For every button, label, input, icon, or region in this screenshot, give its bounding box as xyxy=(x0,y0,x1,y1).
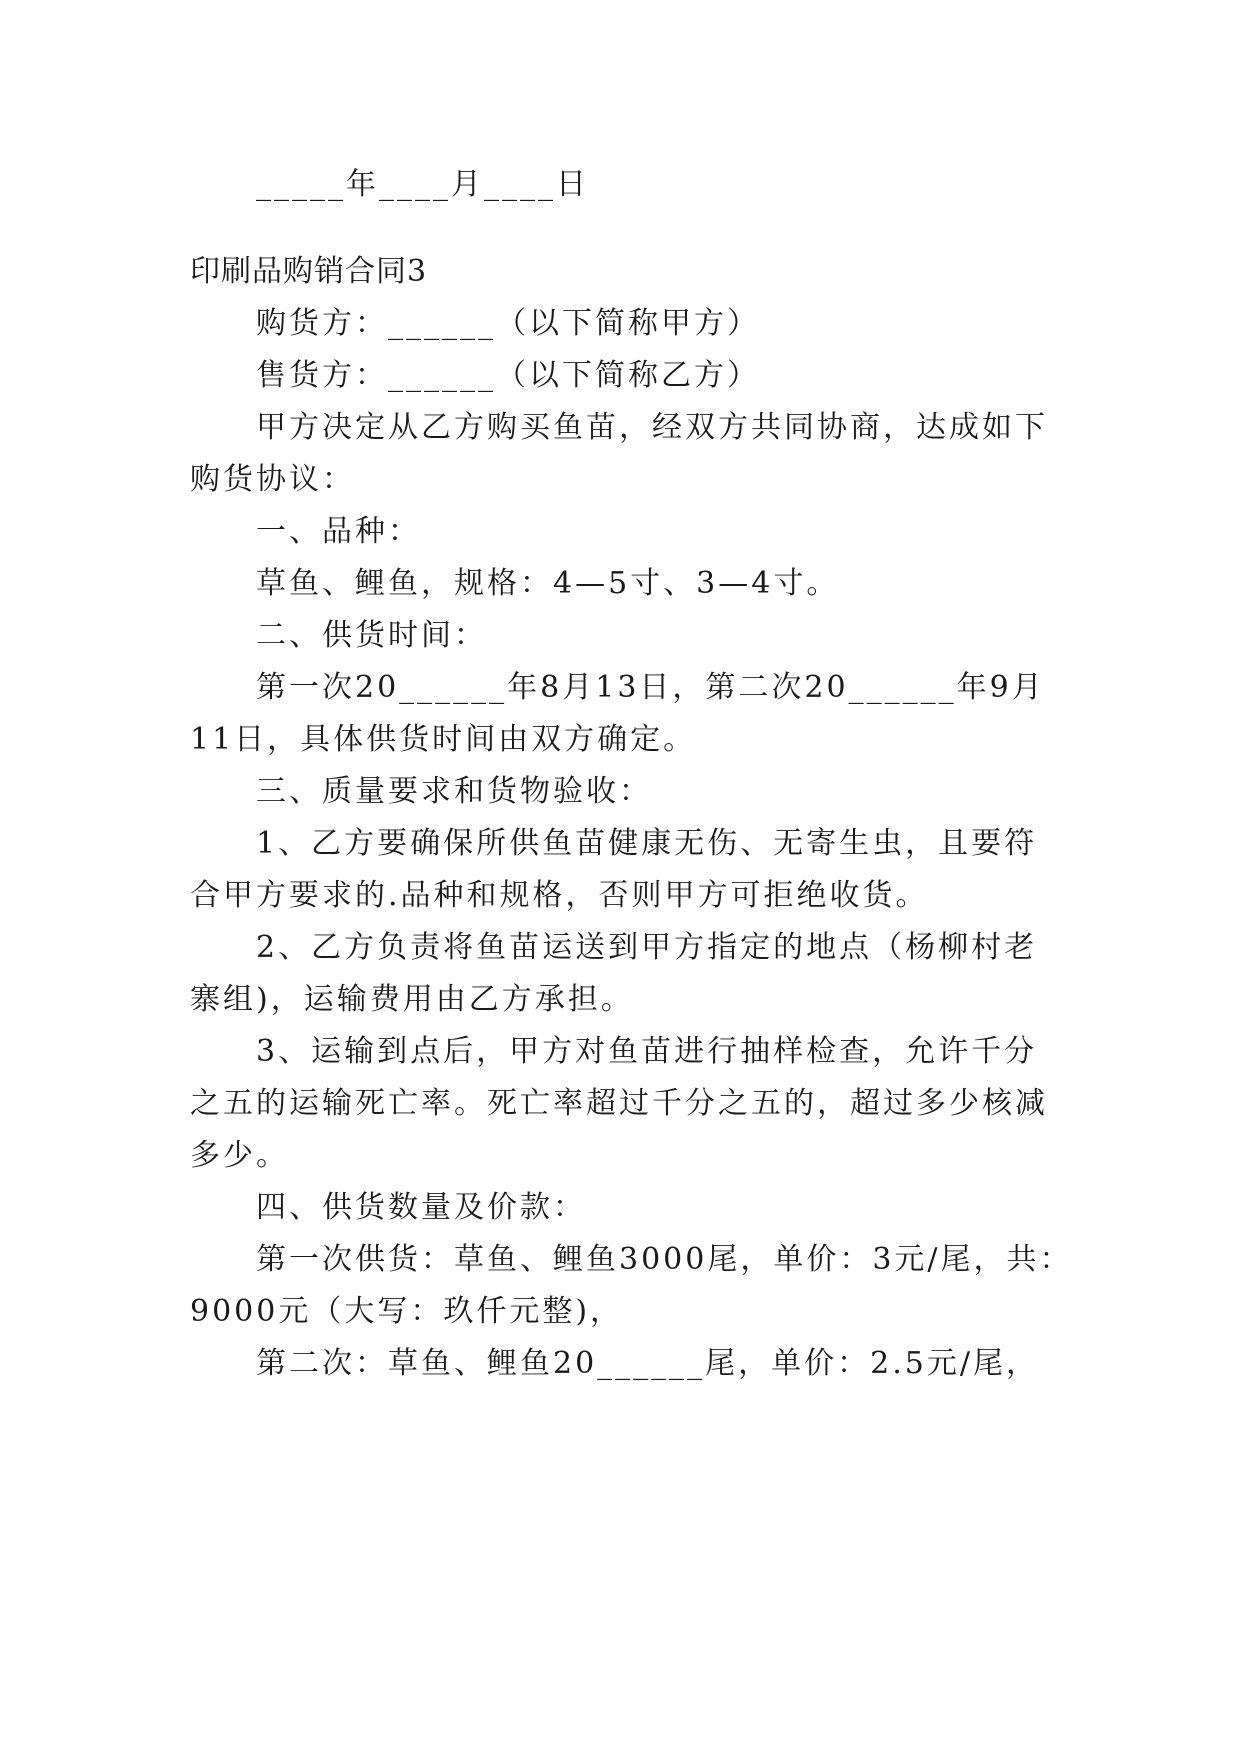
section-heading: 二、供货时间： xyxy=(256,618,487,653)
paragraph-line: 第一次20______年8月13日，第二次20______年9月 xyxy=(256,670,1045,705)
paragraph-line: 草鱼、鲤鱼，规格：4—5寸、3—4寸。 xyxy=(256,566,840,601)
paragraph-line: 9000元（大写：玖仟元整)， xyxy=(190,1294,624,1329)
paragraph-line: 2、乙方负责将鱼苗运送到甲方指定的地点（杨柳村老 xyxy=(256,930,1038,965)
paragraph-line: 甲方决定从乙方购买鱼苗，经双方共同协商，达成如下 xyxy=(256,410,1048,445)
date-line: _____年____月____日 xyxy=(256,167,589,202)
seller-line: 售货方：______（以下简称乙方） xyxy=(256,358,760,393)
section-heading: 一、品种： xyxy=(256,514,421,549)
paragraph-line: 1、乙方要确保所供鱼苗健康无伤、无寄生虫，且要符 xyxy=(256,826,1038,861)
buyer-line: 购货方：______（以下简称甲方） xyxy=(256,306,760,341)
paragraph-line: 11日，具体供货时间由双方确定。 xyxy=(190,722,697,757)
paragraph-line: 寨组)，运输费用由乙方承担。 xyxy=(190,982,634,1017)
paragraph-line: 购货协议： xyxy=(190,462,355,497)
paragraph-line: 第一次供货：草鱼、鲤鱼3000尾，单价：3元/尾，共： xyxy=(256,1242,1073,1277)
paragraph-line: 多少。 xyxy=(190,1138,289,1173)
paragraph-line: 3、运输到点后，甲方对鱼苗进行抽样检查，允许千分 xyxy=(256,1034,1038,1069)
document-title: 印刷品购销合同3 xyxy=(190,254,428,289)
paragraph-line: 合甲方要求的.品种和规格，否则甲方可拒绝收货。 xyxy=(190,878,929,913)
section-heading: 四、供货数量及价款： xyxy=(256,1190,586,1225)
section-heading: 三、质量要求和货物验收： xyxy=(256,774,652,809)
paragraph-line: 之五的运输死亡率。死亡率超过千分之五的，超过多少核减 xyxy=(190,1086,1048,1121)
paragraph-line: 第二次：草鱼、鲤鱼20______尾，单价：2.5元/尾， xyxy=(256,1346,1039,1381)
